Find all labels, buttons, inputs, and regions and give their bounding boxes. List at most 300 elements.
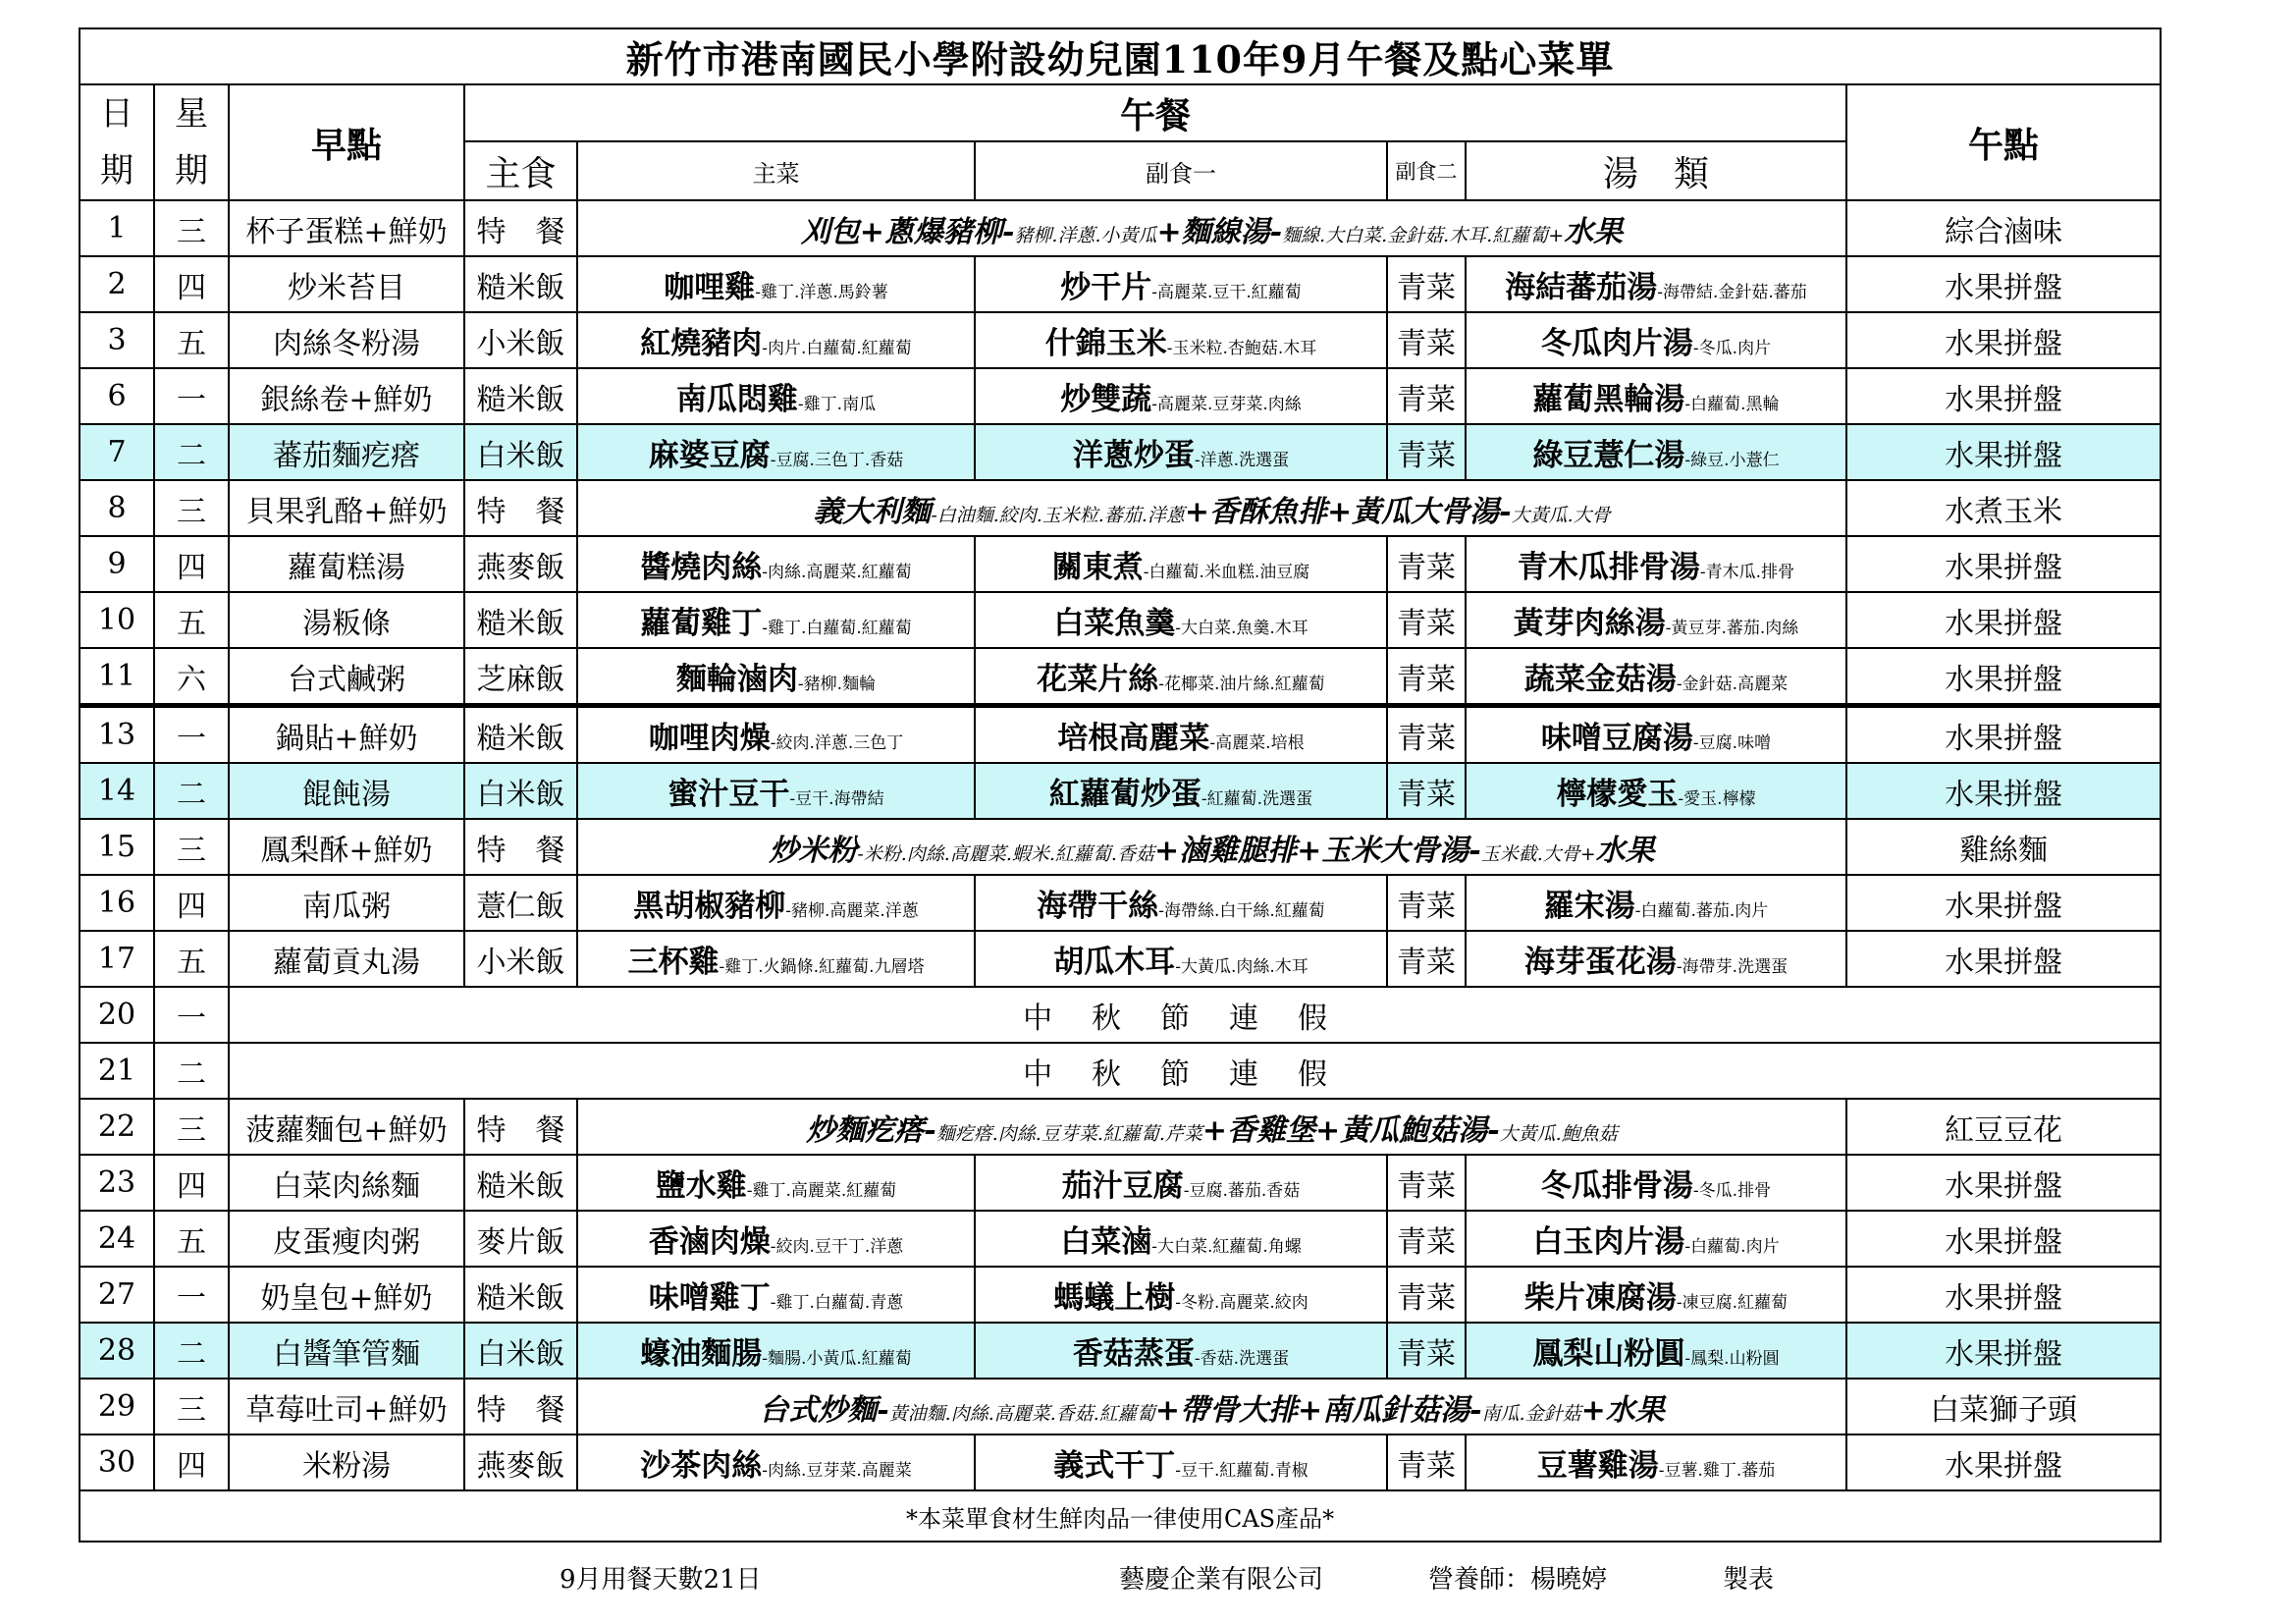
staple-cell: 薏仁飯: [464, 875, 577, 931]
soup-cell: [1466, 931, 1846, 987]
staple-cell: 特 餐: [464, 200, 577, 256]
main-dish-name: 麻婆豆腐: [648, 438, 771, 473]
staple-cell: 糙米飯: [464, 592, 577, 648]
weekday-cell: 三: [154, 200, 229, 256]
staple-cell: 糙米飯: [464, 1267, 577, 1323]
snack-cell: 水果拼盤: [1846, 256, 2161, 312]
snack-cell: 綜合滷味: [1846, 200, 2161, 256]
footer-company: 藝慶企業有限公司: [1119, 1565, 1324, 1595]
soup-name: 味噌豆腐湯: [1540, 721, 1693, 756]
side1-ingredients: -紅蘿蔔.洗選蛋: [1201, 789, 1313, 809]
soup-ingredients: -冬瓜.排骨: [1692, 1181, 1772, 1201]
side1-dish-cell: [975, 424, 1387, 480]
side1-dish-name: 培根高麗菜: [1057, 721, 1210, 756]
weekday-cell: 四: [154, 1155, 229, 1211]
header-afternoon: 午點: [1846, 84, 2161, 200]
main-dish-cell: [577, 592, 975, 648]
side1-dish-cell: [975, 1155, 1387, 1211]
side2-cell: 青菜: [1387, 312, 1466, 368]
side1-ingredients: -花椰菜.油片絲.紅蘿蔔: [1158, 675, 1325, 694]
soup-cell: [1466, 1435, 1846, 1490]
soup-name: 豆薯雞湯: [1536, 1448, 1659, 1484]
side1-dish-cell: [975, 931, 1387, 987]
side1-dish-cell: [975, 875, 1387, 931]
side1-dish-name: 海帶干絲: [1037, 889, 1159, 924]
soup-ingredients: -海帶結.金針菇.蕃茄: [1657, 283, 1807, 302]
main-ingredients: -絞肉.洋蔥.三色丁: [770, 733, 904, 753]
header-weekday: 星 期: [154, 84, 229, 200]
side1-ingredients: -大黃瓜.肉絲.木耳: [1175, 957, 1308, 977]
weekday-cell: 二: [154, 424, 229, 480]
table-row: [80, 1323, 2161, 1379]
staple-cell: 糙米飯: [464, 706, 577, 764]
side2-cell: 青菜: [1387, 1267, 1466, 1323]
table-row: [80, 763, 2161, 819]
weekday-cell: 一: [154, 706, 229, 764]
holiday-cell: 中秋節連假: [229, 1043, 2161, 1099]
day-cell: 21: [80, 1043, 154, 1099]
footer-days: 9月用餐天數21日: [560, 1565, 762, 1595]
side1-dish-name: 花菜片絲: [1037, 662, 1159, 697]
soup-cell: [1466, 1155, 1846, 1211]
main-dish-name: 蘿蔔雞丁: [640, 606, 763, 641]
side2-cell: 青菜: [1387, 875, 1466, 931]
breakfast-cell: 蘿蔔糕湯: [229, 536, 464, 592]
day-cell: 28: [80, 1323, 154, 1379]
side1-dish-name: 茄汁豆腐: [1061, 1168, 1184, 1204]
main-dish-name: 沙茶肉絲: [640, 1448, 763, 1484]
day-cell: 2: [80, 256, 154, 312]
side2-cell: 青菜: [1387, 1211, 1466, 1267]
header-side1: 副食一: [975, 141, 1387, 200]
day-cell: 30: [80, 1435, 154, 1490]
soup-ingredients: -海帶芽.洗選蛋: [1676, 957, 1789, 977]
breakfast-cell: 杯子蛋糕+鮮奶: [229, 200, 464, 256]
staple-cell: 糙米飯: [464, 1155, 577, 1211]
snack-cell: 水果拼盤: [1846, 763, 2161, 819]
snack-cell: 水果拼盤: [1846, 875, 2161, 931]
side1-ingredients: -高麗菜.豆干.紅蘿蔔: [1151, 283, 1302, 302]
breakfast-cell: 米粉湯: [229, 1435, 464, 1490]
side1-dish-name: 白菜滷: [1060, 1224, 1152, 1260]
side1-dish-cell: [975, 592, 1387, 648]
side1-dish-cell: [975, 763, 1387, 819]
side1-ingredients: -大白菜.紅蘿蔔.角螺: [1151, 1237, 1302, 1257]
breakfast-cell: 菠蘿麵包+鮮奶: [229, 1099, 464, 1155]
snack-cell: 水果拼盤: [1846, 424, 2161, 480]
table-row: [80, 1435, 2161, 1490]
main-dish-cell: [577, 931, 975, 987]
day-cell: 29: [80, 1379, 154, 1435]
side2-cell: 青菜: [1387, 536, 1466, 592]
main-dish-cell: [577, 536, 975, 592]
side2-cell: 青菜: [1387, 424, 1466, 480]
breakfast-cell: 蘿蔔貢丸湯: [229, 931, 464, 987]
soup-cell: [1466, 763, 1846, 819]
breakfast-cell: 鍋貼+鮮奶: [229, 706, 464, 764]
special-ingredients: -米粉.肉絲.高麗菜.蝦米.紅蘿蔔.香菇: [857, 842, 1154, 865]
staple-cell: 燕麥飯: [464, 1435, 577, 1490]
side2-cell: 青菜: [1387, 648, 1466, 706]
weekday-cell: 五: [154, 1211, 229, 1267]
main-dish-name: 三杯雞: [627, 945, 720, 980]
staple-cell: 小米飯: [464, 312, 577, 368]
main-dish-cell: [577, 312, 975, 368]
day-cell: 10: [80, 592, 154, 648]
breakfast-cell: 白醬筆管麵: [229, 1323, 464, 1379]
soup-name: 海芽蛋花湯: [1523, 945, 1677, 980]
breakfast-cell: 白菜肉絲麵: [229, 1155, 464, 1211]
main-dish-cell: [577, 424, 975, 480]
soup-name: 綠豆薏仁湯: [1532, 438, 1685, 473]
snack-cell: 水煮玉米: [1846, 480, 2161, 536]
main-ingredients: -雞丁.白蘿蔔.紅蘿蔔: [762, 619, 912, 638]
header-main: 主菜: [577, 141, 975, 200]
weekday-cell: 二: [154, 1043, 229, 1099]
special-dish: 台式炒麵-: [759, 1392, 889, 1428]
breakfast-cell: 皮蛋瘦肉粥: [229, 1211, 464, 1267]
day-cell: 24: [80, 1211, 154, 1267]
soup-ingredients: -鳳梨.山粉圓: [1684, 1349, 1780, 1369]
soup-cell: [1466, 368, 1846, 424]
side1-dish-cell: [975, 648, 1387, 706]
table-row: [80, 875, 2161, 931]
staple-cell: 小米飯: [464, 931, 577, 987]
special-dish: 水果: [1564, 214, 1624, 249]
main-dish-cell: [577, 1267, 975, 1323]
staple-cell: 特 餐: [464, 480, 577, 536]
side1-dish-name: 義式干丁: [1053, 1448, 1176, 1484]
staple-cell: 糙米飯: [464, 256, 577, 312]
day-cell: 16: [80, 875, 154, 931]
breakfast-cell: 蕃茄麵疙瘩: [229, 424, 464, 480]
weekday-cell: 三: [154, 480, 229, 536]
side2-cell: 青菜: [1387, 256, 1466, 312]
side1-ingredients: -洋蔥.洗選蛋: [1194, 451, 1290, 470]
header-soup: 湯 類: [1466, 141, 1846, 200]
main-ingredients: -肉絲.豆芽菜.高麗菜: [762, 1461, 912, 1481]
special-ingredients: 麵線.大白菜.金針菇.木耳.紅蘿蔔+: [1282, 224, 1565, 246]
staple-cell: 麥片飯: [464, 1211, 577, 1267]
staple-cell: 特 餐: [464, 819, 577, 875]
breakfast-cell: 炒米苔目: [229, 256, 464, 312]
weekday-cell: 五: [154, 592, 229, 648]
day-cell: 7: [80, 424, 154, 480]
main-dish-name: 咖哩肉燥: [648, 721, 771, 756]
side1-dish-name: 關東煮: [1051, 550, 1144, 585]
staple-cell: 特 餐: [464, 1379, 577, 1435]
staple-cell: 白米飯: [464, 1323, 577, 1379]
soup-ingredients: -冬瓜.肉片: [1692, 339, 1772, 358]
soup-name: 羅宋湯: [1543, 889, 1635, 924]
side1-dish-cell: [975, 706, 1387, 764]
side1-ingredients: -玉米粒.杏鮑菇.木耳: [1166, 339, 1317, 358]
main-dish-name: 香滷肉燥: [648, 1224, 771, 1260]
day-cell: 22: [80, 1099, 154, 1155]
special-ingredients: 大黃瓜.鮑魚菇: [1499, 1122, 1618, 1145]
breakfast-cell: 台式鹹粥: [229, 648, 464, 706]
soup-ingredients: -青木瓜.排骨: [1699, 563, 1795, 582]
snack-cell: 白菜獅子頭: [1846, 1379, 2161, 1435]
main-ingredients: -雞丁.南瓜: [797, 395, 877, 414]
table-row: [80, 1211, 2161, 1267]
soup-cell: [1466, 592, 1846, 648]
special-dish: 炒麵疙瘩-: [806, 1112, 936, 1148]
side1-ingredients: -白蘿蔔.米血糕.油豆腐: [1143, 563, 1310, 582]
main-dish-name: 麵輪滷肉: [675, 662, 798, 697]
special-dish: 刈包+蔥爆豬柳-: [800, 214, 1015, 249]
soup-name: 冬瓜排骨湯: [1540, 1168, 1693, 1204]
weekday-cell: 四: [154, 536, 229, 592]
main-ingredients: -雞丁.高麗菜.紅蘿蔔: [746, 1181, 897, 1201]
day-cell: 8: [80, 480, 154, 536]
soup-ingredients: -豆腐.味噌: [1692, 733, 1772, 753]
breakfast-cell: 奶皇包+鮮奶: [229, 1267, 464, 1323]
weekday-cell: 三: [154, 819, 229, 875]
table-row: [80, 987, 2161, 1043]
special-dish: 水果: [1595, 833, 1655, 868]
snack-cell: 水果拼盤: [1846, 1323, 2161, 1379]
table-row: [80, 1155, 2161, 1211]
soup-ingredients: -白蘿蔔.肉片: [1684, 1237, 1780, 1257]
soup-name: 蔬菜金菇湯: [1523, 662, 1677, 697]
main-dish-name: 鹽水雞: [655, 1168, 747, 1204]
side1-dish-cell: [975, 256, 1387, 312]
day-cell: 1: [80, 200, 154, 256]
side1-dish-cell: [975, 312, 1387, 368]
side1-ingredients: -豆干.紅蘿蔔.青椒: [1175, 1461, 1308, 1481]
snack-cell: 水果拼盤: [1846, 931, 2161, 987]
menu-table: [79, 27, 2162, 1543]
breakfast-cell: 湯粄條: [229, 592, 464, 648]
staple-cell: 糙米飯: [464, 368, 577, 424]
table-row: [80, 1267, 2161, 1323]
side1-dish-cell: [975, 1435, 1387, 1490]
side1-ingredients: -海帶絲.白干絲.紅蘿蔔: [1158, 901, 1325, 921]
side1-ingredients: -高麗菜.培根: [1209, 733, 1305, 753]
main-ingredients: -肉絲.高麗菜.紅蘿蔔: [762, 563, 912, 582]
table-row: [80, 368, 2161, 424]
table-row: [80, 706, 2161, 764]
soup-ingredients: -白蘿蔔.黑輪: [1684, 395, 1780, 414]
side1-dish-name: 炒雙蔬: [1060, 382, 1152, 417]
snack-cell: 水果拼盤: [1846, 592, 2161, 648]
weekday-cell: 一: [154, 987, 229, 1043]
side1-dish-cell: [975, 1267, 1387, 1323]
breakfast-cell: 銀絲卷+鮮奶: [229, 368, 464, 424]
header-date: 日 期: [80, 84, 154, 200]
weekday-cell: 五: [154, 312, 229, 368]
snack-cell: 水果拼盤: [1846, 1435, 2161, 1490]
weekday-cell: 六: [154, 648, 229, 706]
main-dish-cell: [577, 1323, 975, 1379]
soup-ingredients: -豆薯.雞丁.蕃茄: [1658, 1461, 1776, 1481]
side1-dish-name: 紅蘿蔔炒蛋: [1048, 777, 1201, 812]
special-ingredients: 豬柳.洋蔥.小黃瓜: [1014, 224, 1157, 246]
main-dish-cell: [577, 256, 975, 312]
side1-dish-cell: [975, 1211, 1387, 1267]
soup-cell: [1466, 1323, 1846, 1379]
day-cell: 3: [80, 312, 154, 368]
breakfast-cell: 餛飩湯: [229, 763, 464, 819]
main-dish-name: 咖哩雞: [664, 270, 756, 305]
soup-cell: [1466, 1211, 1846, 1267]
soup-cell: [1466, 875, 1846, 931]
special-dish: 義大利麵: [813, 494, 932, 529]
menu-title: 新竹市港南國民小學附設幼兒園110年9月午餐及點心菜單: [80, 28, 2161, 84]
soup-name: 黃芽肉絲湯: [1513, 606, 1666, 641]
main-dish-name: 蜜汁豆干: [667, 777, 790, 812]
special-ingredients: 大黃瓜.大骨: [1511, 504, 1611, 526]
weekday-cell: 四: [154, 256, 229, 312]
side1-dish-cell: [975, 536, 1387, 592]
table-row: [80, 819, 2161, 875]
main-ingredients: -豆干.海帶結: [789, 789, 884, 809]
special-ingredients: 麵疙瘩.肉絲.豆芽菜.紅蘿蔔.芹菜: [935, 1122, 1202, 1145]
side2-cell: 青菜: [1387, 706, 1466, 764]
staple-cell: 白米飯: [464, 763, 577, 819]
soup-name: 檸檬愛玉: [1556, 777, 1679, 812]
table-row: [80, 256, 2161, 312]
special-ingredients: -白油麵.絞肉.玉米粒.蕃茄.洋蔥: [931, 504, 1185, 526]
soup-cell: [1466, 706, 1846, 764]
day-cell: 27: [80, 1267, 154, 1323]
special-meal-cell: [577, 1379, 1846, 1435]
main-ingredients: -豬柳.麵輪: [797, 675, 877, 694]
day-cell: 13: [80, 706, 154, 764]
soup-cell: [1466, 312, 1846, 368]
special-ingredients: 南瓜.金針菇: [1481, 1402, 1581, 1425]
side2-cell: 青菜: [1387, 368, 1466, 424]
table-row: [80, 592, 2161, 648]
side1-dish-name: 白菜魚羹: [1053, 606, 1176, 641]
soup-cell: [1466, 648, 1846, 706]
table-row: [80, 312, 2161, 368]
main-dish-cell: [577, 875, 975, 931]
main-dish-cell: [577, 1211, 975, 1267]
header-side2: 副食二: [1387, 141, 1466, 200]
special-ingredients: 玉米截.大骨+: [1480, 842, 1596, 865]
special-dish: +香雞堡+黃瓜鮑菇湯-: [1201, 1112, 1500, 1148]
soup-cell: [1466, 424, 1846, 480]
weekday-cell: 四: [154, 875, 229, 931]
main-dish-name: 醬燒肉絲: [640, 550, 763, 585]
day-cell: 14: [80, 763, 154, 819]
table-row: [80, 648, 2161, 706]
soup-cell: [1466, 256, 1846, 312]
main-dish-name: 蠔油麵腸: [640, 1336, 763, 1372]
side2-cell: 青菜: [1387, 763, 1466, 819]
soup-name: 蘿蔔黑輪湯: [1532, 382, 1685, 417]
footer-made: 製表: [1723, 1565, 1775, 1595]
special-dish: +水果: [1580, 1392, 1665, 1428]
main-ingredients: -豆腐.三色丁.香菇: [770, 451, 904, 470]
side1-ingredients: -冬粉.高麗菜.絞肉: [1175, 1293, 1308, 1313]
soup-ingredients: -金針菇.高麗菜: [1676, 675, 1789, 694]
special-dish: +麵線湯-: [1156, 214, 1283, 249]
soup-ingredients: -黃豆芽.蕃茄.肉絲: [1665, 619, 1799, 638]
soup-cell: [1466, 536, 1846, 592]
cas-note: *本菜單食材生鮮肉品一律使用CAS產品*: [80, 1490, 2161, 1542]
weekday-cell: 四: [154, 1435, 229, 1490]
side1-ingredients: -高麗菜.豆芽菜.肉絲: [1151, 395, 1302, 414]
special-dish: 炒米粉: [769, 833, 858, 868]
soup-name: 冬瓜肉片湯: [1540, 326, 1693, 361]
snack-cell: 水果拼盤: [1846, 706, 2161, 764]
weekday-cell: 五: [154, 931, 229, 987]
side1-ingredients: -豆腐.蕃茄.香菇: [1183, 1181, 1301, 1201]
main-dish-name: 南瓜悶雞: [675, 382, 798, 417]
soup-cell: [1466, 1267, 1846, 1323]
table-row: [80, 1043, 2161, 1099]
snack-cell: 水果拼盤: [1846, 1267, 2161, 1323]
weekday-cell: 三: [154, 1099, 229, 1155]
side2-cell: 青菜: [1387, 1323, 1466, 1379]
footer-dietitian: 營養師：楊曉婷: [1428, 1565, 1608, 1595]
weekday-cell: 二: [154, 763, 229, 819]
main-dish-name: 黑胡椒豬柳: [633, 889, 786, 924]
main-dish-name: 紅燒豬肉: [640, 326, 763, 361]
snack-cell: 水果拼盤: [1846, 312, 2161, 368]
table-row: [80, 931, 2161, 987]
soup-name: 鳳梨山粉圓: [1532, 1336, 1685, 1372]
main-ingredients: -麵腸.小黃瓜.紅蘿蔔: [762, 1349, 912, 1369]
snack-cell: 水果拼盤: [1846, 368, 2161, 424]
day-cell: 11: [80, 648, 154, 706]
main-ingredients: -肉片.白蘿蔔.紅蘿蔔: [762, 339, 912, 358]
snack-cell: 雞絲麵: [1846, 819, 2161, 875]
side1-dish-name: 什錦玉米: [1044, 326, 1167, 361]
staple-cell: 燕麥飯: [464, 536, 577, 592]
side2-cell: 青菜: [1387, 1435, 1466, 1490]
soup-name: 白玉肉片湯: [1532, 1224, 1685, 1260]
holiday-cell: 中秋節連假: [229, 987, 2161, 1043]
day-cell: 20: [80, 987, 154, 1043]
breakfast-cell: 肉絲冬粉湯: [229, 312, 464, 368]
main-dish-cell: [577, 1435, 975, 1490]
special-meal-cell: [577, 1099, 1846, 1155]
header-staple: 主食: [464, 141, 577, 200]
side1-ingredients: -大白菜.魚羹.木耳: [1175, 619, 1308, 638]
side1-dish-name: 香菇蒸蛋: [1072, 1336, 1195, 1372]
side1-dish-name: 胡瓜木耳: [1053, 945, 1176, 980]
header-breakfast: 早點: [229, 84, 464, 200]
snack-cell: 水果拼盤: [1846, 1211, 2161, 1267]
side1-dish-cell: [975, 368, 1387, 424]
special-dish: +帶骨大排+南瓜針菇湯-: [1154, 1392, 1482, 1428]
special-meal-cell: [577, 819, 1846, 875]
table-row: [80, 1099, 2161, 1155]
soup-name: 青木瓜排骨湯: [1517, 550, 1700, 585]
day-cell: 17: [80, 931, 154, 987]
main-dish-cell: [577, 368, 975, 424]
side2-cell: 青菜: [1387, 931, 1466, 987]
special-dish: +香酥魚排+黃瓜大骨湯-: [1184, 494, 1512, 529]
main-dish-cell: [577, 763, 975, 819]
day-cell: 23: [80, 1155, 154, 1211]
table-row: [80, 480, 2161, 536]
day-cell: 6: [80, 368, 154, 424]
soup-ingredients: -白蘿蔔.蕃茄.肉片: [1634, 901, 1769, 921]
special-meal-cell: [577, 200, 1846, 256]
staple-cell: 芝麻飯: [464, 648, 577, 706]
main-ingredients: -絞肉.豆干丁.洋蔥: [770, 1237, 904, 1257]
weekday-cell: 一: [154, 368, 229, 424]
staple-cell: 特 餐: [464, 1099, 577, 1155]
side1-ingredients: -香菇.洗選蛋: [1194, 1349, 1290, 1369]
main-dish-cell: [577, 706, 975, 764]
soup-name: 海結蕃茄湯: [1505, 270, 1658, 305]
